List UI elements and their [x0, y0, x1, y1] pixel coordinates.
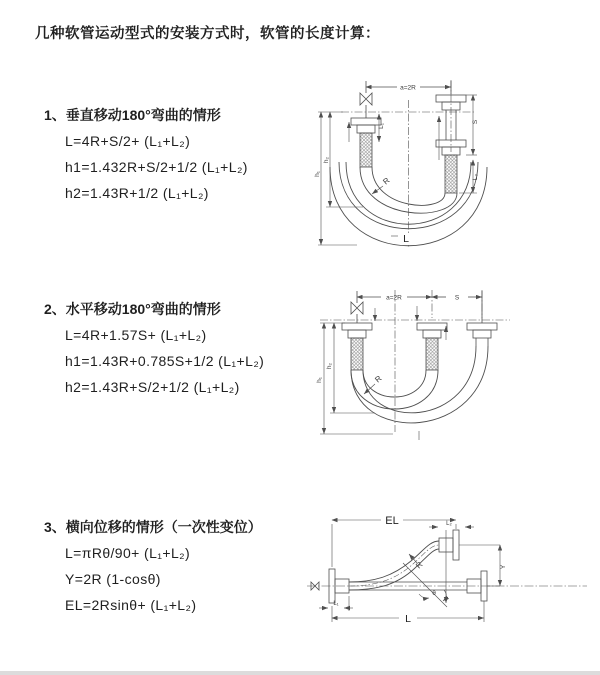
- dim-label-a2r: a=2R: [400, 84, 416, 92]
- diagram-horizontal-180-bend: [305, 282, 555, 467]
- dim-label-y: Y: [500, 564, 507, 570]
- dim-label-theta: θ: [432, 590, 436, 597]
- formula-line: L=4R+S/2+ (L₁+L₂): [65, 133, 191, 149]
- diagram2-linework: [320, 290, 510, 440]
- formula-line: L=4R+1.57S+ (L₁+L₂): [65, 327, 207, 343]
- dim-label-h1: h₁: [316, 377, 323, 383]
- formula-line: EL=2Rsinθ+ (L₁+L₂): [65, 597, 197, 613]
- section-vertical-movement: [44, 102, 248, 206]
- dim-label-l1: L₁: [333, 601, 339, 607]
- diagram3-linework: [307, 520, 587, 622]
- dim-label-s: S: [454, 294, 460, 302]
- page-bottom-edge: [0, 671, 600, 675]
- dim-label-r: R: [381, 175, 392, 187]
- diagram-lateral-displacement: [295, 500, 595, 665]
- dim-label-l2: L₂: [472, 173, 479, 181]
- section-heading: 1、垂直移动180°弯曲的情形: [44, 107, 221, 123]
- dim-label-l1: L₁: [378, 123, 385, 129]
- diagram1-linework: [318, 80, 487, 248]
- dim-label-l2: L₂: [446, 521, 452, 527]
- formula-line: h1=1.432R+S/2+1/2 (L₁+L₂): [65, 159, 248, 175]
- section-lateral-displacement: [44, 514, 262, 618]
- dim-label-h1: h₁: [314, 171, 321, 177]
- dim-label-el: EL: [385, 515, 399, 527]
- section-horizontal-movement: [44, 296, 264, 400]
- dim-label-l: L: [405, 613, 411, 625]
- diagram-vertical-180-bend: [313, 72, 503, 252]
- dim-label-h2: h₂: [326, 362, 333, 370]
- formula-line: L=πRθ/90+ (L₁+L₂): [65, 545, 191, 561]
- formula-line: h2=1.43R+S/2+1/2 (L₁+L₂): [65, 379, 240, 395]
- formula-line: h2=1.43R+1/2 (L₁+L₂): [65, 185, 209, 201]
- formula-line: h1=1.43R+0.785S+1/2 (L₁+L₂): [65, 353, 265, 369]
- section-heading: 3、横向位移的情形（一次性变位）: [44, 519, 262, 535]
- dim-label-a2r: a=2R: [386, 294, 402, 302]
- formula-line: Y=2R (1-cosθ): [65, 571, 161, 587]
- dim-label-r: R: [414, 560, 425, 571]
- page-title: 几种软管运动型式的安装方式时，软管的长度计算：: [35, 26, 380, 42]
- dim-label-h2: h₂: [323, 156, 330, 164]
- dim-label-s: S: [472, 119, 479, 125]
- dim-label-l: L: [403, 233, 409, 245]
- section-heading: 2、水平移动180°弯曲的情形: [44, 301, 221, 317]
- dim-label-r: R: [373, 373, 384, 385]
